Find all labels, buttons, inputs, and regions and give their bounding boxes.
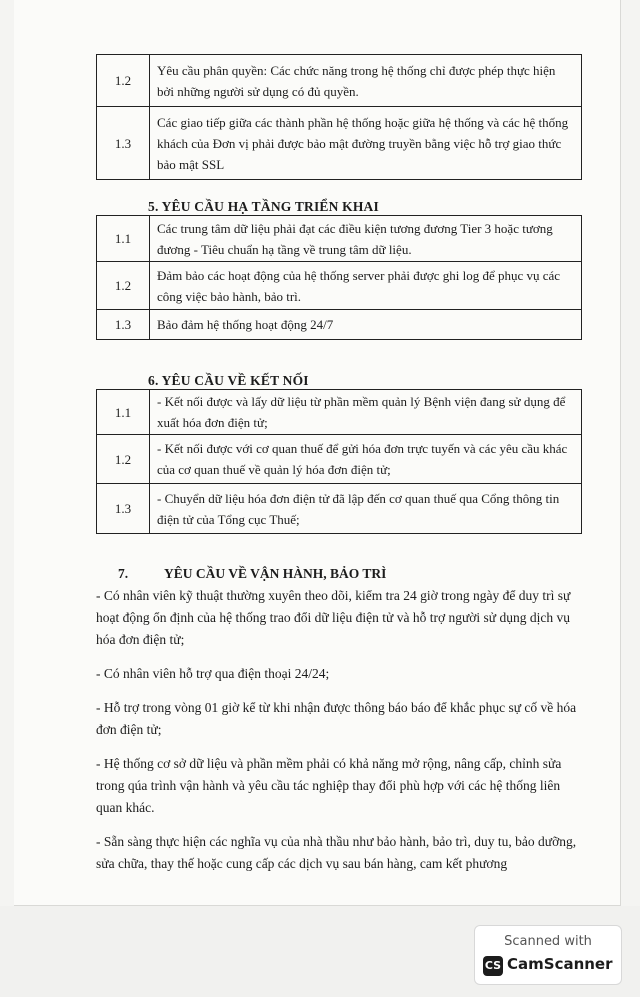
section-7: [96, 563, 584, 887]
list-item: - Sẵn sàng thực hiện các nghĩa vụ của nhà thầu như bảo hành, bảo trì, duy tu, bảo dưỡng, sửa chữa, thay thế hoặc cung cấp các dịch vụ sau bán hàng, cam kết phương: [96, 834, 577, 871]
row-number: 1.2: [97, 262, 150, 310]
row-text: - Kết nối được và lấy dữ liệu từ phần mềm quản lý Bệnh viện đang sử dụng để xuất hóa đơn điện tử;: [150, 390, 582, 435]
list-item: - Hệ thống cơ sở dữ liệu và phần mềm phải có khả năng mở rộng, nâng cấp, chỉnh sửa trong qúa trình vận hành và yêu cầu tác nghiệp thay đổi phù hợp với các hệ thống liên quan khác.: [96, 756, 562, 815]
row-text: Yêu cầu phân quyền: Các chức năng trong hệ thống chỉ được phép thực hiện bởi những người sử dụng có đủ quyền.: [150, 55, 582, 107]
section-5-title: 5. YÊU CẦU HẠ TẦNG TRIỂN KHAI: [148, 199, 379, 214]
row-text: Bảo đảm hệ thống hoạt động 24/7: [150, 310, 582, 340]
section-7-title: [96, 563, 584, 585]
section-7-heading: YÊU CẦU VỀ VẬN HÀNH, BẢO TRÌ: [164, 566, 387, 581]
row-number: 1.2: [97, 55, 150, 107]
list-item: - Có nhân viên hỗ trợ qua điện thoại 24/24;: [96, 666, 330, 681]
table-row: [97, 55, 582, 107]
watermark-brand: CamScanner: [507, 955, 613, 973]
camscanner-watermark: [474, 925, 622, 985]
row-number: 1.2: [97, 435, 150, 484]
row-text: - Kết nối được với cơ quan thuế để gửi hóa đơn trực tuyến và các yêu cầu khác của cơ quan thuế về quản lý hóa đơn điện tử;: [150, 435, 582, 484]
table-row: [97, 435, 582, 484]
row-text: Các trung tâm dữ liệu phải đạt các điều kiện tương đương Tier 3 hoặc tương đương - Tiêu chuẩn hạ tầng về trung tâm dữ liệu.: [150, 216, 582, 262]
row-number: 1.3: [97, 484, 150, 534]
row-text: Đảm bảo các hoạt động của hệ thống server phải được ghi log để phục vụ các công việc bảo hành, bảo trì.: [150, 262, 582, 310]
table-row: [97, 262, 582, 310]
connection-table: [96, 389, 582, 534]
security-requirements-table: [96, 54, 582, 180]
row-number: 1.3: [97, 107, 150, 180]
table-row: [97, 390, 582, 435]
table-row: [97, 310, 582, 340]
row-text: Các giao tiếp giữa các thành phần hệ thống hoặc giữa hệ thống và các hệ thống khách của Đơn vị phải được bảo mật đường truyền bằng việc hỗ trợ giao thức bảo mật SSL: [150, 107, 582, 180]
row-number: 1.3: [97, 310, 150, 340]
row-number: 1.1: [97, 390, 150, 435]
section-7-number: 7.: [118, 566, 129, 581]
watermark-caption: Scanned with: [504, 934, 592, 949]
camscanner-logo-icon: CS: [483, 956, 503, 976]
row-text: - Chuyển dữ liệu hóa đơn điện tử đã lập đến cơ quan thuế qua Cổng thông tin điện tử của Tổng cục Thuế;: [150, 484, 582, 534]
section-6-title: 6. YÊU CẦU VỀ KẾT NỐI: [148, 373, 309, 388]
row-number: 1.1: [97, 216, 150, 262]
table-row: [97, 107, 582, 180]
list-item: - Có nhân viên kỹ thuật thường xuyên theo dõi, kiểm tra 24 giờ trong ngày để duy trì sự hoạt động ổn định của hệ thống trao đổi dữ liệu điện tử và hỗ trợ người sử dụng dịch vụ hóa đơn điện tử;: [96, 588, 571, 647]
table-row: [97, 216, 582, 262]
table-row: [97, 484, 582, 534]
list-item: - Hỗ trợ trong vòng 01 giờ kể từ khi nhận được thông báo báo để khắc phục sự cố về hóa đơn điện tử;: [96, 700, 577, 737]
infrastructure-table: [96, 215, 582, 340]
